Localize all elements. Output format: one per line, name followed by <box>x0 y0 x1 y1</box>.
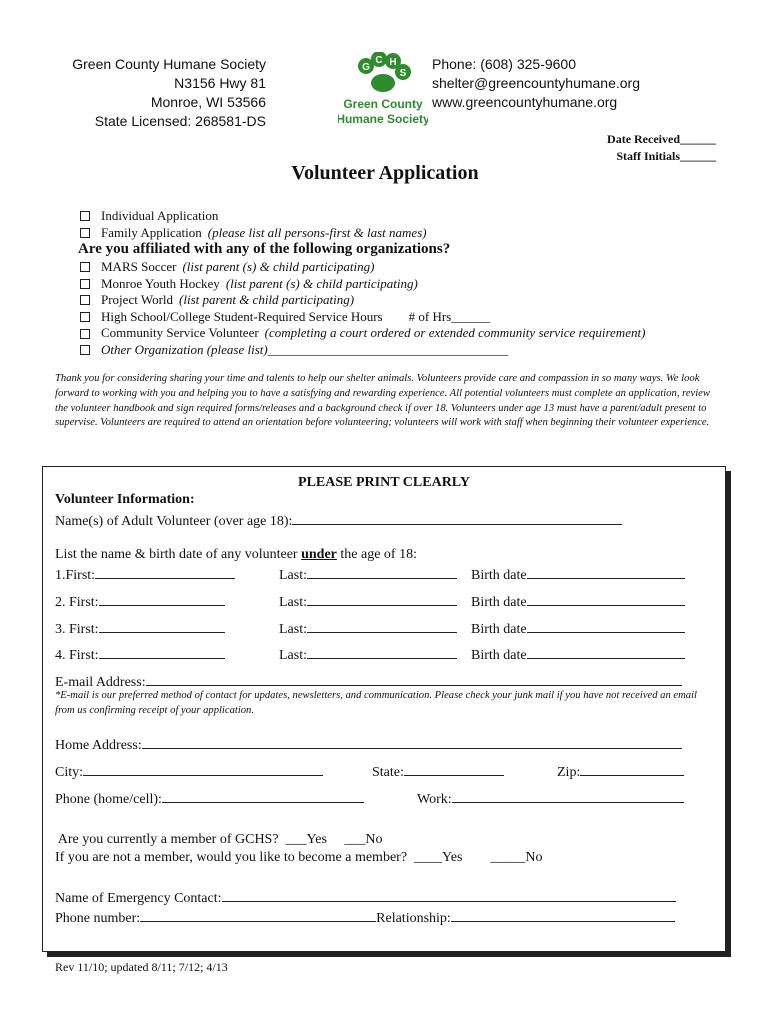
zip-label: Zip: <box>557 765 581 780</box>
city-label: City: <box>55 765 84 780</box>
option-label: Project World <box>101 292 174 308</box>
last-name-field[interactable] <box>307 618 457 633</box>
minor-row-birth <box>471 564 685 584</box>
first-label: 3. First: <box>55 622 99 637</box>
gchs-logo <box>338 52 428 128</box>
individual-application-option[interactable] <box>80 208 427 225</box>
phone-number-label: Phone number: <box>55 911 141 926</box>
volunteer-information-form <box>42 466 726 952</box>
last-label: Last: <box>279 595 307 610</box>
state-row <box>372 761 504 781</box>
email-label: E-mail Address: <box>55 675 146 690</box>
instruction-text: the age of 18: <box>336 547 417 562</box>
birth-date-field[interactable] <box>527 564 685 579</box>
phone-field[interactable] <box>162 788 364 803</box>
adult-names-label: Name(s) of Adult Volunteer (over age 18): <box>55 514 293 529</box>
organization-list <box>80 259 645 359</box>
other-organization-option[interactable] <box>80 342 645 359</box>
first-name-field[interactable] <box>99 618 225 633</box>
last-label: Last: <box>279 568 307 583</box>
family-application-option[interactable] <box>80 225 427 242</box>
minor-row-birth <box>471 618 685 638</box>
option-label: Other Organization (please list)_____________________________________ <box>101 341 509 357</box>
emergency-phone-field[interactable] <box>140 907 376 922</box>
minor-row-last <box>279 591 457 611</box>
first-name-field[interactable] <box>99 644 225 659</box>
checkbox[interactable] <box>80 279 90 289</box>
birth-date-label: Birth date <box>471 595 527 610</box>
zip-field[interactable] <box>580 761 684 776</box>
logo-text-1: Green County <box>343 97 423 111</box>
first-label: 2. First: <box>55 595 99 610</box>
last-label: Last: <box>279 648 307 663</box>
option-note: (please list all persons-first & last names) <box>207 224 427 240</box>
project-world-option[interactable] <box>80 292 645 309</box>
first-label: 1.First: <box>55 568 96 583</box>
first-label: 4. First: <box>55 648 99 663</box>
email-note: *E-mail is our preferred method of contact for updates, newsletters, and communication. Please check your junk mail if you have not received an email from us confirming receipt of your application. <box>55 690 697 716</box>
affiliation-question: Are you affiliated with any of the following organizations? <box>78 241 451 257</box>
minor-row-last <box>279 564 457 584</box>
instruction-text: List the name & birth date of any volunteer <box>55 547 302 562</box>
checkbox[interactable] <box>80 228 90 238</box>
checkbox[interactable] <box>80 295 90 305</box>
logo-letter-c: C <box>375 55 383 66</box>
print-clearly-heading: PLEASE PRINT CLEARLY <box>298 475 470 490</box>
birth-date-label: Birth date <box>471 622 527 637</box>
paw-logo-icon <box>338 52 428 128</box>
organization-contact <box>432 55 732 112</box>
membership-question[interactable]: Are you currently a member of GCHS? ___Yes ___No <box>55 832 383 847</box>
page-title: Volunteer Application <box>291 162 479 184</box>
logo-letter-h: H <box>389 57 397 68</box>
work-label: Work: <box>417 792 452 807</box>
relationship-label: Relationship: <box>376 911 451 926</box>
contact-phone: Phone: (608) 325-9600 <box>432 56 576 72</box>
organization-address <box>40 55 266 131</box>
email-field[interactable] <box>146 671 682 686</box>
minor-row <box>55 591 225 611</box>
work-phone-field[interactable] <box>452 788 684 803</box>
minor-row-birth <box>471 591 685 611</box>
monroe-youth-hockey-option[interactable] <box>80 276 645 293</box>
relationship-field[interactable] <box>451 907 675 922</box>
option-label: Family Application <box>101 224 202 240</box>
contact-website[interactable]: www.greencountyhumane.org <box>432 94 618 110</box>
community-service-option[interactable] <box>80 325 645 342</box>
revision-note: Rev 11/10; updated 8/11; 7/12; 4/13 <box>55 960 228 974</box>
zip-row <box>557 761 684 781</box>
minor-row-last <box>279 644 457 664</box>
staff-initials-field[interactable]: Staff Initials______ <box>616 149 716 163</box>
emergency-contact-field[interactable] <box>222 887 676 902</box>
option-label: MARS Soccer <box>101 259 177 274</box>
intro-paragraph: Thank you for considering sharing your time and talents to help our shelter animals. Volunteers provide care and compassion in so many ways. We look forward to working with you and helping you to have a satisfying and rewarding experience. All potential volunteers must complete an application, review the volunteer handbook and sign required forms/releases and a background check if over 18. Volunteers under age 13 must have a parent/adult present to supervise. Volunteers are required to attend an orientation before volunteering; volunteers will work with staff when beginning their volunteer experience. <box>55 373 710 429</box>
city-row <box>55 761 323 781</box>
minor-row <box>55 564 235 584</box>
last-label: Last: <box>279 622 307 637</box>
checkbox[interactable] <box>80 329 90 339</box>
section-title: Volunteer Information: <box>55 492 195 507</box>
birth-date-label: Birth date <box>471 568 527 583</box>
emergency-phone-row <box>55 907 675 927</box>
option-note: (list parent (s) & child participating) <box>225 275 418 291</box>
org-street: N3156 Hwy 81 <box>174 75 266 91</box>
checkbox[interactable] <box>80 345 90 355</box>
checkbox[interactable] <box>80 262 90 272</box>
contact-email[interactable]: shelter@greencountyhumane.org <box>432 75 641 91</box>
become-member-question[interactable]: If you are not a member, would you like to become a member? ____Yes _____No <box>55 850 543 865</box>
home-address-field[interactable] <box>142 734 682 749</box>
state-label: State: <box>372 765 404 780</box>
checkbox[interactable] <box>80 312 90 322</box>
logo-letter-g: G <box>362 62 370 73</box>
service-hours-option[interactable] <box>80 309 645 326</box>
home-address-row <box>55 734 682 754</box>
adult-names-field[interactable] <box>292 510 622 525</box>
org-name: Green County Humane Society <box>72 56 266 72</box>
option-label: Monroe Youth Hockey <box>101 275 220 291</box>
under-emphasis: under <box>301 547 337 562</box>
org-city: Monroe, WI 53566 <box>150 94 266 110</box>
birth-date-field[interactable] <box>527 618 685 633</box>
option-note: (list parent & child participating) <box>179 292 355 308</box>
first-name-field[interactable] <box>95 564 235 579</box>
org-license: State Licensed: 268581-DS <box>94 113 266 129</box>
last-name-field[interactable] <box>307 564 457 579</box>
application-type-list <box>80 208 427 241</box>
state-field[interactable] <box>404 761 504 776</box>
option-label: High School/College Student-Required Service Hours # of Hrs______ <box>101 308 491 324</box>
office-use-block <box>540 131 716 165</box>
emergency-contact-row <box>55 887 676 907</box>
last-name-field[interactable] <box>307 591 457 606</box>
birth-date-field[interactable] <box>527 644 685 659</box>
date-received-field[interactable]: Date Received______ <box>607 132 716 146</box>
option-note: (list parent (s) & child participating) <box>182 259 375 274</box>
minor-row <box>55 644 225 664</box>
mars-soccer-option[interactable] <box>80 259 645 276</box>
adult-volunteer-row <box>55 510 622 530</box>
checkbox[interactable] <box>80 211 90 221</box>
work-row <box>417 788 684 808</box>
option-note: (completing a court ordered or extended community service requirement) <box>264 325 646 341</box>
phone-row <box>55 788 364 808</box>
minor-instruction <box>55 547 417 563</box>
phone-label: Phone (home/cell): <box>55 792 162 807</box>
minor-row-birth <box>471 644 685 664</box>
minor-row-last <box>279 618 457 638</box>
birth-date-label: Birth date <box>471 648 527 663</box>
minor-row <box>55 618 225 638</box>
first-name-field[interactable] <box>99 591 225 606</box>
option-label: Individual Application <box>101 208 219 223</box>
logo-text-2: Humane Society <box>338 112 428 126</box>
logo-letter-s: S <box>399 68 407 79</box>
emergency-contact-label: Name of Emergency Contact: <box>55 891 222 906</box>
birth-date-field[interactable] <box>527 591 685 606</box>
city-field[interactable] <box>83 761 323 776</box>
home-address-label: Home Address: <box>55 738 142 753</box>
option-label: Community Service Volunteer <box>101 325 259 341</box>
last-name-field[interactable] <box>307 644 457 659</box>
